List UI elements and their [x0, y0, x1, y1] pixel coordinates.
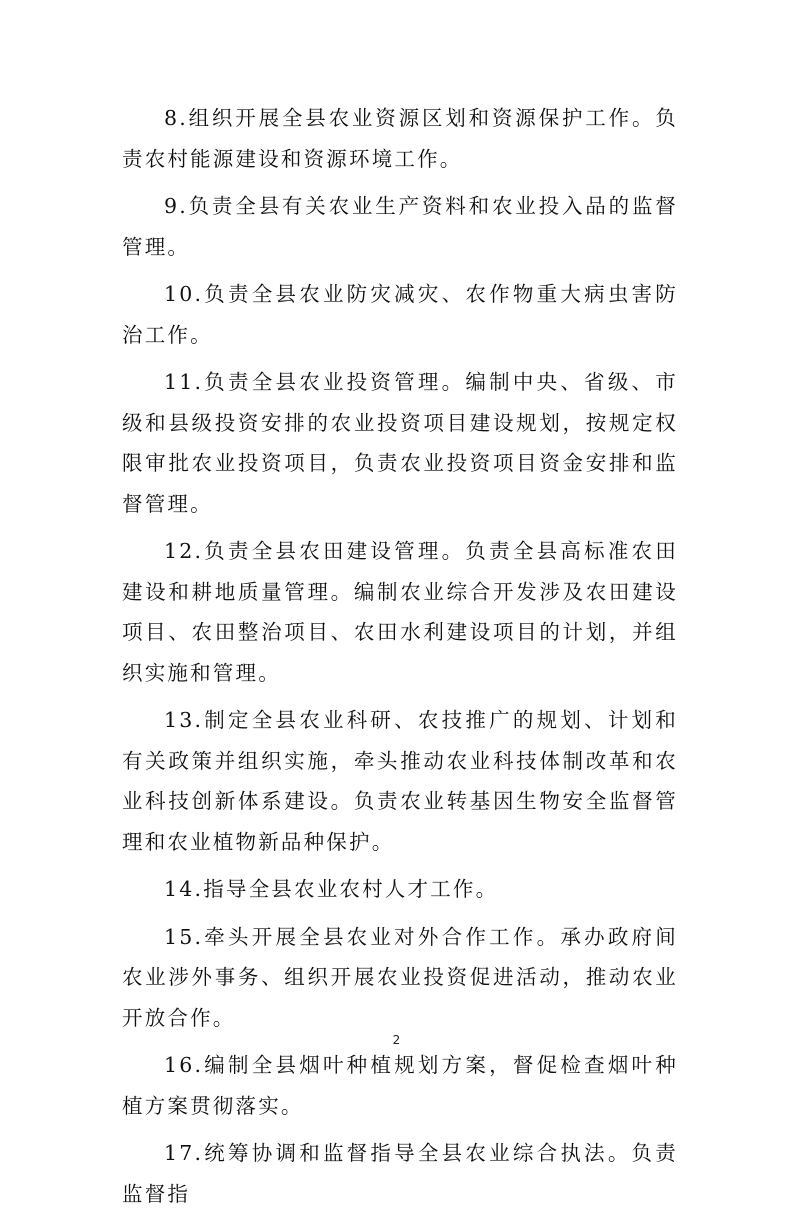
- paragraph-item-8: 8.组织开展全县农业资源区划和资源保护工作。负责农村能源建设和资源环境工作。: [122, 106, 678, 171]
- paragraph-item-16: 16.编制全县烟叶种植规划方案，督促检查烟叶种植方案贯彻落实。: [122, 1053, 678, 1118]
- paragraph-item-9: 9.负责全县有关农业生产资料和农业投入品的监督管理。: [122, 194, 678, 259]
- paragraph-item-13: 13.制定全县农业科研、农技推广的规划、计划和有关政策并组织实施，牵头推动农业科技体制改革和农业科技创新体系建设。负责农业转基因生物安全监督管理和农业植物新品种保护。: [122, 708, 678, 854]
- document-body: [122, 98, 678, 1221]
- paragraph-item-11: 11.负责全县农业投资管理。编制中央、省级、市级和县级投资安排的农业投资项目建设规划，按规定权限审批农业投资项目，负责农业投资项目资金安排和监督管理。: [122, 370, 678, 516]
- paragraph-item-15: 15.牵头开展全县农业对外合作工作。承办政府间农业涉外事务、组织开展农业投资促进活动，推动农业开放合作。: [122, 924, 678, 1030]
- paragraph-item-14: 14.指导全县农业农村人才工作。: [164, 877, 499, 901]
- paragraph-item-17: 17.统筹协调和监督指导全县农业综合执法。负责监督指: [122, 1141, 678, 1206]
- paragraph-item-12: 12.负责全县农田建设管理。负责全县高标准农田建设和耕地质量管理。编制农业综合开发涉及农田建设项目、农田整治项目、农田水利建设项目的计划，并组织实施和管理。: [122, 539, 678, 685]
- paragraph-item-10: 10.负责全县农业防灾减灾、农作物重大病虫害防治工作。: [122, 282, 678, 347]
- page-number: 2: [392, 1033, 401, 1047]
